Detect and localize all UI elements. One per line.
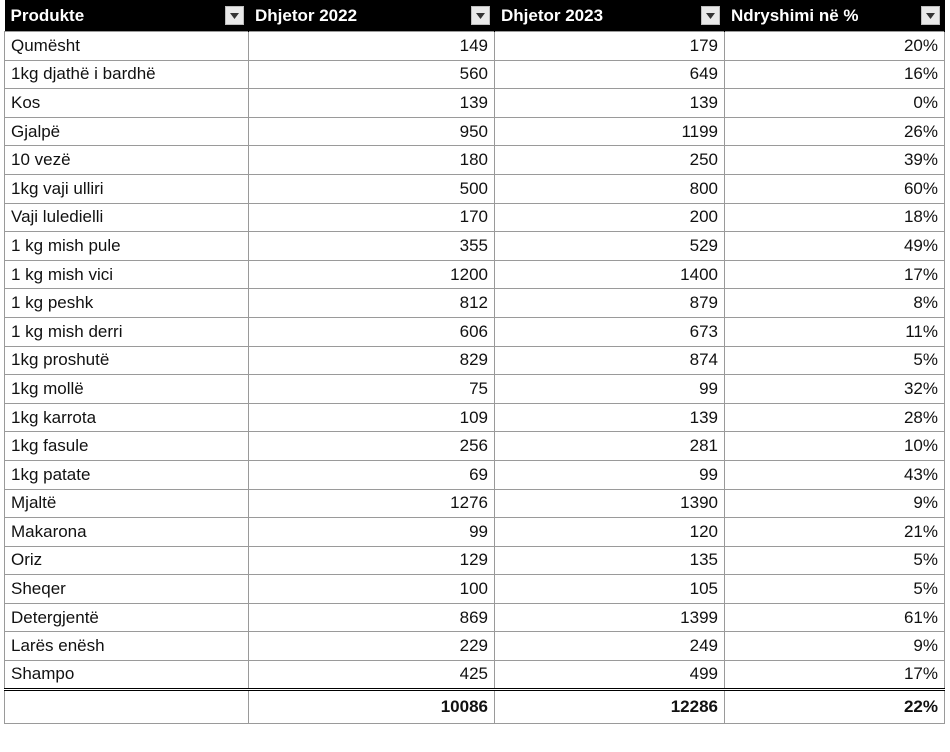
table-row [5, 174, 945, 203]
change-percent-cell[interactable]: 39% [725, 146, 945, 175]
price-2023-cell[interactable]: 1390 [495, 489, 725, 518]
table-row [5, 432, 945, 461]
filter-dropdown-button[interactable] [701, 6, 720, 25]
header-label: Ndryshimi në % [731, 6, 859, 25]
change-percent-cell[interactable]: 9% [725, 632, 945, 661]
product-cell[interactable]: 1kg fasule [5, 432, 249, 461]
header-dhjetor-2023 [495, 0, 725, 32]
product-cell[interactable]: Detergjentë [5, 603, 249, 632]
header-produkte [5, 0, 249, 32]
filter-dropdown-button[interactable] [471, 6, 490, 25]
price-2022-cell[interactable]: 355 [249, 232, 495, 261]
price-2023-cell[interactable]: 649 [495, 60, 725, 89]
price-2023-cell[interactable]: 800 [495, 174, 725, 203]
product-cell[interactable]: Gjalpë [5, 117, 249, 146]
product-cell[interactable]: 1kg djathë i bardhë [5, 60, 249, 89]
price-2023-cell[interactable]: 673 [495, 317, 725, 346]
price-2023-cell[interactable]: 874 [495, 346, 725, 375]
change-percent-cell[interactable]: 9% [725, 489, 945, 518]
change-percent-cell[interactable]: 28% [725, 403, 945, 432]
total-2022-cell[interactable]: 10086 [249, 689, 495, 723]
price-2022-cell[interactable]: 109 [249, 403, 495, 432]
change-percent-cell[interactable]: 5% [725, 346, 945, 375]
price-2022-cell[interactable]: 149 [249, 32, 495, 61]
change-percent-cell[interactable]: 5% [725, 546, 945, 575]
product-cell[interactable]: 1 kg mish pule [5, 232, 249, 261]
table-row [5, 89, 945, 118]
price-2023-cell[interactable]: 529 [495, 232, 725, 261]
price-2023-cell[interactable]: 105 [495, 575, 725, 604]
change-percent-cell[interactable]: 16% [725, 60, 945, 89]
product-cell[interactable]: Qumësht [5, 32, 249, 61]
change-percent-cell[interactable]: 32% [725, 375, 945, 404]
price-2022-cell[interactable]: 869 [249, 603, 495, 632]
change-percent-cell[interactable]: 17% [725, 661, 945, 690]
table-row [5, 661, 945, 690]
price-2022-cell[interactable]: 256 [249, 432, 495, 461]
product-cell[interactable]: 10 vezë [5, 146, 249, 175]
filter-dropdown-button[interactable] [921, 6, 940, 25]
price-2022-cell[interactable]: 100 [249, 575, 495, 604]
price-2022-cell[interactable]: 1200 [249, 260, 495, 289]
product-cell[interactable]: 1 kg peshk [5, 289, 249, 318]
table-row [5, 203, 945, 232]
price-2023-cell[interactable]: 120 [495, 518, 725, 547]
price-2023-cell[interactable]: 135 [495, 546, 725, 575]
product-cell[interactable]: Mjaltë [5, 489, 249, 518]
price-2022-cell[interactable]: 99 [249, 518, 495, 547]
price-2022-cell[interactable]: 180 [249, 146, 495, 175]
table-row [5, 632, 945, 661]
price-2023-cell[interactable]: 879 [495, 289, 725, 318]
header-label: Dhjetor 2023 [501, 6, 604, 25]
change-percent-cell[interactable]: 43% [725, 460, 945, 489]
table-row [5, 603, 945, 632]
price-2022-cell[interactable]: 170 [249, 203, 495, 232]
table-row [5, 289, 945, 318]
price-2022-cell[interactable]: 500 [249, 174, 495, 203]
table-row [5, 232, 945, 261]
product-cell[interactable]: 1kg karrota [5, 403, 249, 432]
table-row [5, 489, 945, 518]
filter-dropdown-button[interactable] [225, 6, 244, 25]
header-label: Dhjetor 2022 [255, 6, 358, 25]
table-row [5, 546, 945, 575]
change-percent-cell[interactable]: 49% [725, 232, 945, 261]
price-2023-cell[interactable]: 1199 [495, 117, 725, 146]
price-2022-cell[interactable]: 1276 [249, 489, 495, 518]
change-percent-cell[interactable]: 0% [725, 89, 945, 118]
price-2022-cell[interactable]: 812 [249, 289, 495, 318]
table-row [5, 403, 945, 432]
header-ndryshimi [725, 0, 945, 32]
total-2023-cell[interactable]: 12286 [495, 689, 725, 723]
product-cell[interactable]: Vaji luledielli [5, 203, 249, 232]
change-percent-cell[interactable]: 61% [725, 603, 945, 632]
price-2022-cell[interactable]: 950 [249, 117, 495, 146]
price-2023-cell[interactable]: 1400 [495, 260, 725, 289]
change-percent-cell[interactable]: 11% [725, 317, 945, 346]
price-2022-cell[interactable]: 69 [249, 460, 495, 489]
total-change-cell[interactable]: 22% [725, 689, 945, 723]
change-percent-cell[interactable]: 60% [725, 174, 945, 203]
dropdown-arrow-icon [230, 13, 239, 19]
product-cell[interactable]: 1 kg mish derri [5, 317, 249, 346]
product-cell[interactable]: 1kg mollë [5, 375, 249, 404]
table-row [5, 317, 945, 346]
price-2023-cell[interactable]: 1399 [495, 603, 725, 632]
table-row [5, 32, 945, 61]
price-2023-cell[interactable]: 499 [495, 661, 725, 690]
change-percent-cell[interactable]: 18% [725, 203, 945, 232]
price-2022-cell[interactable]: 606 [249, 317, 495, 346]
product-cell[interactable]: Sheqer [5, 575, 249, 604]
price-2023-cell[interactable]: 139 [495, 89, 725, 118]
table-row [5, 260, 945, 289]
product-cell[interactable]: 1 kg mish vici [5, 260, 249, 289]
price-2023-cell[interactable]: 249 [495, 632, 725, 661]
totals-row [5, 689, 945, 723]
product-cell[interactable]: Oriz [5, 546, 249, 575]
price-2022-cell[interactable]: 425 [249, 661, 495, 690]
price-2022-cell[interactable]: 560 [249, 60, 495, 89]
price-2023-cell[interactable]: 250 [495, 146, 725, 175]
dropdown-arrow-icon [476, 13, 485, 19]
product-cell[interactable]: 1kg vaji ulliri [5, 174, 249, 203]
change-percent-cell[interactable]: 8% [725, 289, 945, 318]
change-percent-cell[interactable]: 5% [725, 575, 945, 604]
change-percent-cell[interactable]: 17% [725, 260, 945, 289]
change-percent-cell[interactable]: 20% [725, 32, 945, 61]
table-row [5, 518, 945, 547]
product-cell[interactable]: 1kg patate [5, 460, 249, 489]
dropdown-arrow-icon [706, 13, 715, 19]
header-row [5, 0, 945, 32]
product-cell[interactable]: Makarona [5, 518, 249, 547]
product-cell[interactable]: Kos [5, 89, 249, 118]
change-percent-cell[interactable]: 10% [725, 432, 945, 461]
header-label: Produkte [10, 6, 85, 25]
price-table [4, 0, 945, 724]
dropdown-arrow-icon [926, 13, 935, 19]
change-percent-cell[interactable]: 21% [725, 518, 945, 547]
price-2023-cell[interactable]: 200 [495, 203, 725, 232]
price-2022-cell[interactable]: 139 [249, 89, 495, 118]
price-2022-cell[interactable]: 829 [249, 346, 495, 375]
table-row [5, 117, 945, 146]
price-2023-cell[interactable]: 179 [495, 32, 725, 61]
product-cell[interactable]: 1kg proshutë [5, 346, 249, 375]
price-2023-cell[interactable]: 281 [495, 432, 725, 461]
table-row [5, 346, 945, 375]
price-2022-cell[interactable]: 75 [249, 375, 495, 404]
table-row [5, 375, 945, 404]
table-row [5, 460, 945, 489]
total-label-cell[interactable] [5, 689, 249, 723]
table-row [5, 60, 945, 89]
price-2022-cell[interactable]: 229 [249, 632, 495, 661]
table-row [5, 146, 945, 175]
table-row [5, 575, 945, 604]
product-cell[interactable]: Larës enësh [5, 632, 249, 661]
header-dhjetor-2022 [249, 0, 495, 32]
price-2023-cell[interactable]: 99 [495, 375, 725, 404]
price-2023-cell[interactable]: 99 [495, 460, 725, 489]
price-2022-cell[interactable]: 129 [249, 546, 495, 575]
change-percent-cell[interactable]: 26% [725, 117, 945, 146]
price-2023-cell[interactable]: 139 [495, 403, 725, 432]
product-cell[interactable]: Shampo [5, 661, 249, 690]
